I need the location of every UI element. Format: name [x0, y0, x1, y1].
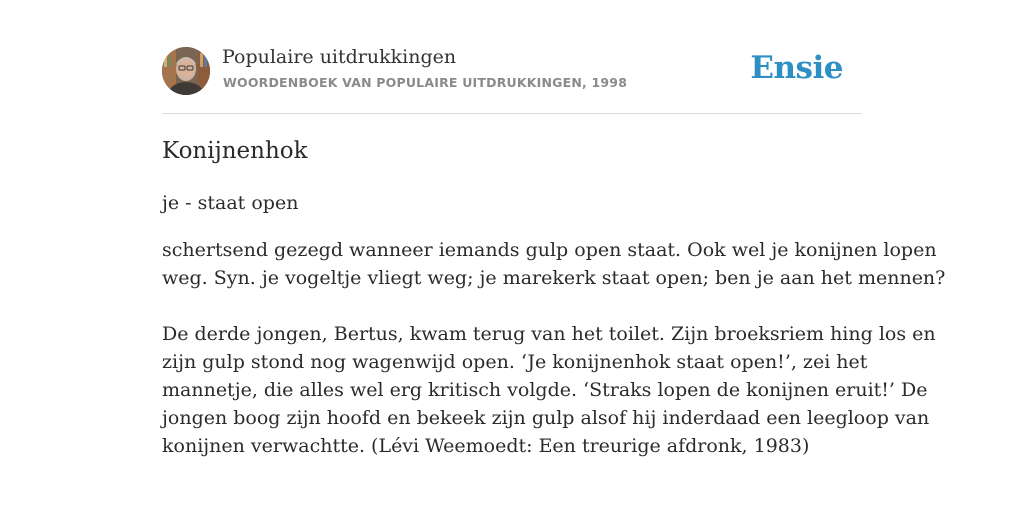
- entry-definition: [162, 236, 946, 488]
- ensie-logo[interactable]: Ensie: [750, 50, 843, 86]
- example-paragraph: [162, 320, 936, 460]
- definition-line: schertsend gezegd wanneer iemands gulp open staat. Ook wel je konijnen lopen: [162, 239, 937, 261]
- source-header: [162, 0, 862, 114]
- example-line: jongen boog zijn hoofd en bekeek zijn gulp alsof hij inderdaad een leegloop van: [162, 407, 930, 429]
- source-subtitle: WOORDENBOEK VAN POPULAIRE UITDRUKKINGEN, 1998: [223, 75, 628, 90]
- author-portrait-icon[interactable]: [162, 47, 210, 95]
- source-title[interactable]: Populaire uitdrukkingen: [222, 46, 457, 68]
- example-line: konijnen verwachtte. (Lévi Weemoedt: Een treurige afdronk, 1983): [162, 435, 810, 457]
- definition-line: weg. Syn. je vogeltje vliegt weg; je marekerk staat open; ben je aan het mennen?: [162, 267, 946, 289]
- example-line: mannetje, die alles wel erg kritisch volgde. ‘Straks lopen de konijnen eruit!’ De: [162, 379, 928, 401]
- example-line: De derde jongen, Bertus, kwam terug van het toilet. Zijn broeksriem hing los en: [162, 323, 936, 345]
- definition-paragraph: [162, 236, 946, 292]
- entry-subterm: je - staat open: [162, 192, 299, 214]
- entry-term: Konijnenhok: [162, 138, 308, 164]
- example-line: zijn gulp stond nog wagenwijd open. ‘Je konijnenhok staat open!’, zei het: [162, 351, 868, 373]
- entry-card: [162, 0, 946, 457]
